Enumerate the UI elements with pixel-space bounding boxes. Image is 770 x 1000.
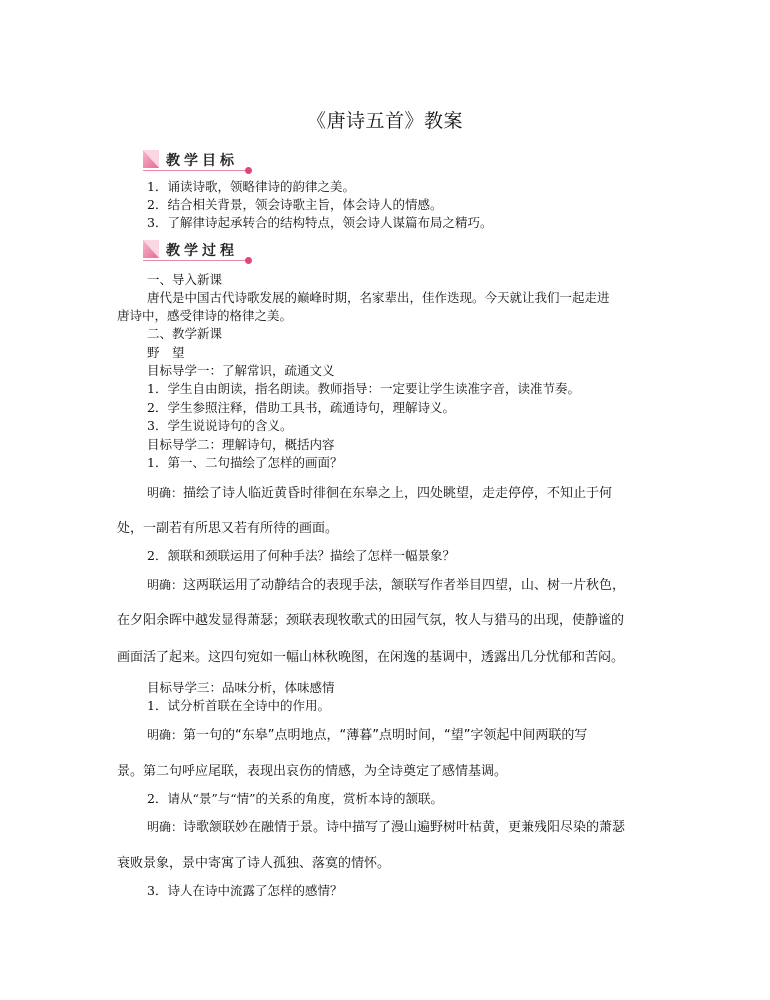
guide3-question: 2．请从“景”与“情”的关系的角度，赏析本诗的颔联。 <box>147 791 444 806</box>
answer-text: 这两联运用了动静结合的表现手法，颔联写作者举目四望，山、树一片秋色， <box>183 578 626 593</box>
goal-item: 2．结合相关背景，领会诗歌主旨，体会诗人的情感。 <box>147 197 443 212</box>
section-header-goals <box>143 150 258 174</box>
answer-line: 画面活了起来。这四句宛如一幅山林秋晚图，在闲逸的基调中，透露出几分忧郁和苦闷。 <box>117 650 625 665</box>
answer-line: 衰败景象，景中寄寓了诗人孤独、落寞的情怀。 <box>117 856 391 871</box>
answer-line: 处，一副若有所思又若有所待的画面。 <box>117 521 339 536</box>
answer-line <box>147 484 612 503</box>
goal-item: 1．诵读诗歌，领略律诗的韵律之美。 <box>147 179 355 194</box>
intro-paragraph-line: 唐诗中，感受律诗的格律之美。 <box>117 308 293 323</box>
answer-prefix: 明确： <box>147 486 184 500</box>
guide1-item: 3．学生说说诗句的含义。 <box>147 418 293 433</box>
page-title: 《唐诗五首》教案 <box>306 110 463 132</box>
guide3-question: 3．诗人在诗中流露了怎样的感情？ <box>147 883 343 898</box>
answer-line: 在夕阳余晖中越发显得萧瑟；颈联表现牧歌式的田园气氛，牧人与猎马的出现，使静谧的 <box>117 613 625 628</box>
guide2-question: 1．第一、二句描绘了怎样的画面？ <box>147 455 343 470</box>
header-dot-icon <box>245 167 252 174</box>
section-label-goals: 教学目标 <box>166 153 238 169</box>
answer-line <box>147 818 625 837</box>
answer-line <box>147 726 587 745</box>
section-label-process: 教学过程 <box>166 243 238 259</box>
answer-prefix: 明确： <box>147 578 184 592</box>
header-underline <box>143 260 247 261</box>
guide-heading-3: 目标导学三：品味分析，体味感情 <box>147 680 335 695</box>
guide1-item: 1．学生自由朗读，指名朗读。教师指导：一定要让学生读准字音，读准节奏。 <box>147 381 580 396</box>
answer-line <box>147 576 625 595</box>
guide1-item: 2．学生参照注释，借助工具书，疏通诗句，理解诗义。 <box>147 400 455 415</box>
answer-prefix: 明确： <box>147 820 184 834</box>
answer-prefix: 明确： <box>147 728 184 742</box>
intro-heading: 一、导入新课 <box>147 272 223 287</box>
answer-text: 第一句的“东皋”点明地点，“薄暮”点明时间，“望”字领起中间两联的写 <box>183 728 588 743</box>
answer-text: 描绘了诗人临近黄昏时徘徊在东皋之上，四处眺望，走走停停，不知止于何 <box>183 486 613 501</box>
header-dot-icon <box>245 257 252 264</box>
guide3-question: 1．试分析首联在全诗中的作用。 <box>147 698 330 713</box>
answer-text: 诗歌颔联妙在融情于景。诗中描写了漫山遍野树叶枯黄，更兼残阳尽染的萧瑟 <box>183 820 626 835</box>
new-lesson-heading: 二、教学新课 <box>147 326 223 341</box>
answer-line: 景。第二句呼应尾联，表现出哀伤的情感，为全诗奠定了感情基调。 <box>117 764 508 779</box>
guide2-question: 2．颔联和颈联运用了何种手法？描绘了怎样一幅景象？ <box>147 548 455 563</box>
intro-paragraph-line: 唐代是中国古代诗歌发展的巅峰时期，名家辈出，佳作迭现。今天就让我们一起走进 <box>147 290 610 305</box>
goal-item: 3．了解律诗起承转合的结构特点，领会诗人谋篇布局之精巧。 <box>147 215 493 230</box>
poem-title: 野 望 <box>147 345 185 360</box>
section-header-process <box>143 240 258 264</box>
guide-heading-2: 目标导学二：理解诗句，概括内容 <box>147 437 335 452</box>
guide-heading-1: 目标导学一：了解常识，疏通文义 <box>147 363 335 378</box>
header-underline <box>143 170 247 171</box>
